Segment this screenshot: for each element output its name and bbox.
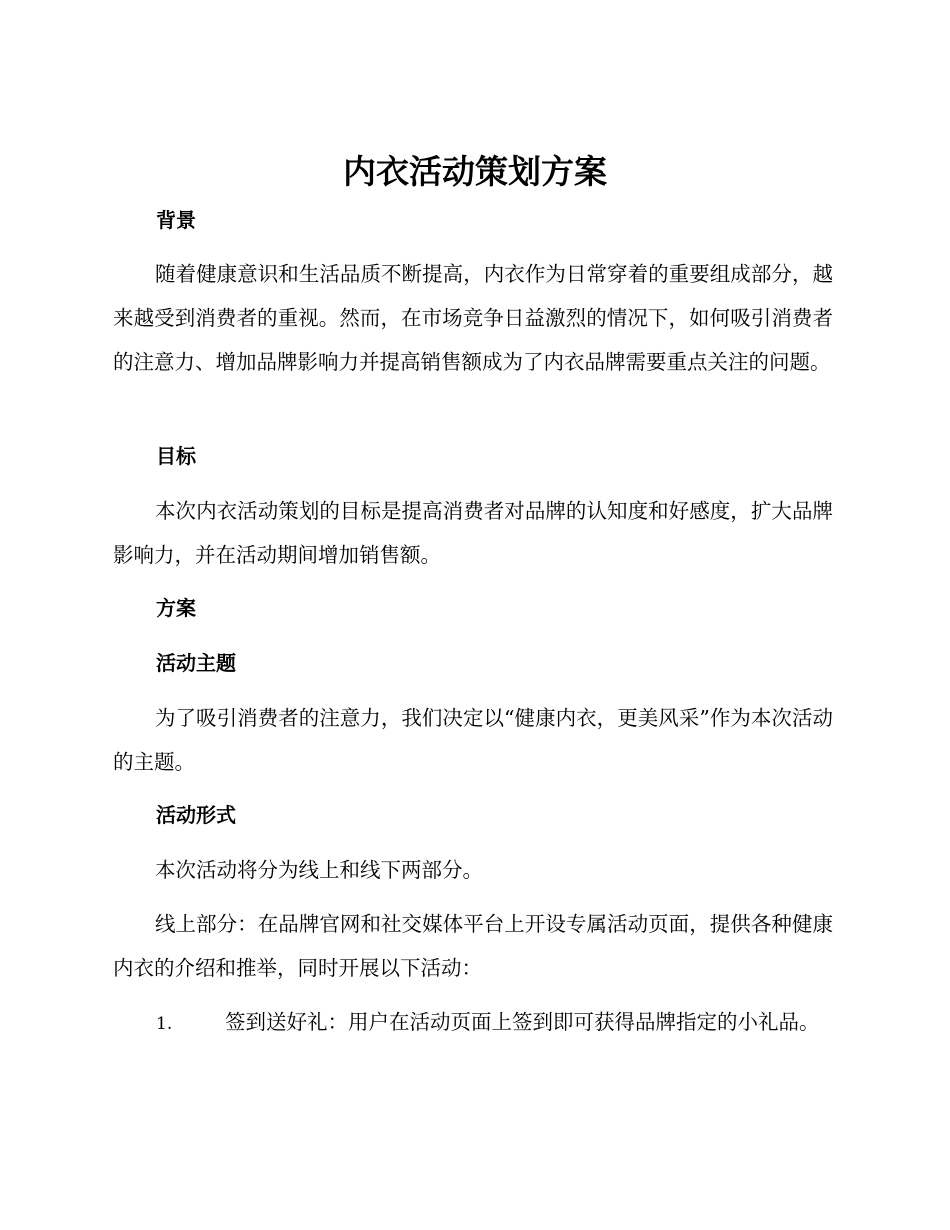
paragraph-goal: 本次内衣活动策划的目标是提高消费者对品牌的认知度和好感度，扩大品牌影响力，并在活动期间增加销售额。 [113, 499, 833, 567]
heading-theme: 活动主题 [156, 651, 236, 675]
paragraph-background: 随着健康意识和生活品质不断提高，内衣作为日常穿着的重要组成部分，越来越受到消费者的重视。然而，在市场竞争日益激烈的情况下，如何吸引消费者的注意力、增加品牌影响力并提高销售额成为了内衣品牌需要重点关注的问题。 [113, 262, 833, 374]
list-item-text: 签到送好礼：用户在活动页面上签到即可获得品牌指定的小礼品。 [225, 1010, 820, 1034]
document-title: 内衣活动策划方案 [343, 152, 607, 191]
heading-plan: 方案 [156, 596, 196, 620]
paragraph-form: 本次活动将分为线上和线下两部分。 [155, 858, 483, 882]
list-item-number: 1. [156, 1014, 173, 1034]
list-item [113, 1000, 833, 1046]
paragraph-online: 线上部分：在品牌官网和社交媒体平台上开设专属活动页面，提供各种健康内衣的介绍和推举，同时开展以下活动： [113, 912, 833, 980]
heading-background: 背景 [156, 208, 196, 232]
heading-goal: 目标 [156, 444, 196, 468]
heading-form: 活动形式 [156, 803, 236, 827]
paragraph-theme: 为了吸引消费者的注意力，我们决定以“健康内衣，更美风采”作为本次活动的主题。 [113, 706, 833, 774]
